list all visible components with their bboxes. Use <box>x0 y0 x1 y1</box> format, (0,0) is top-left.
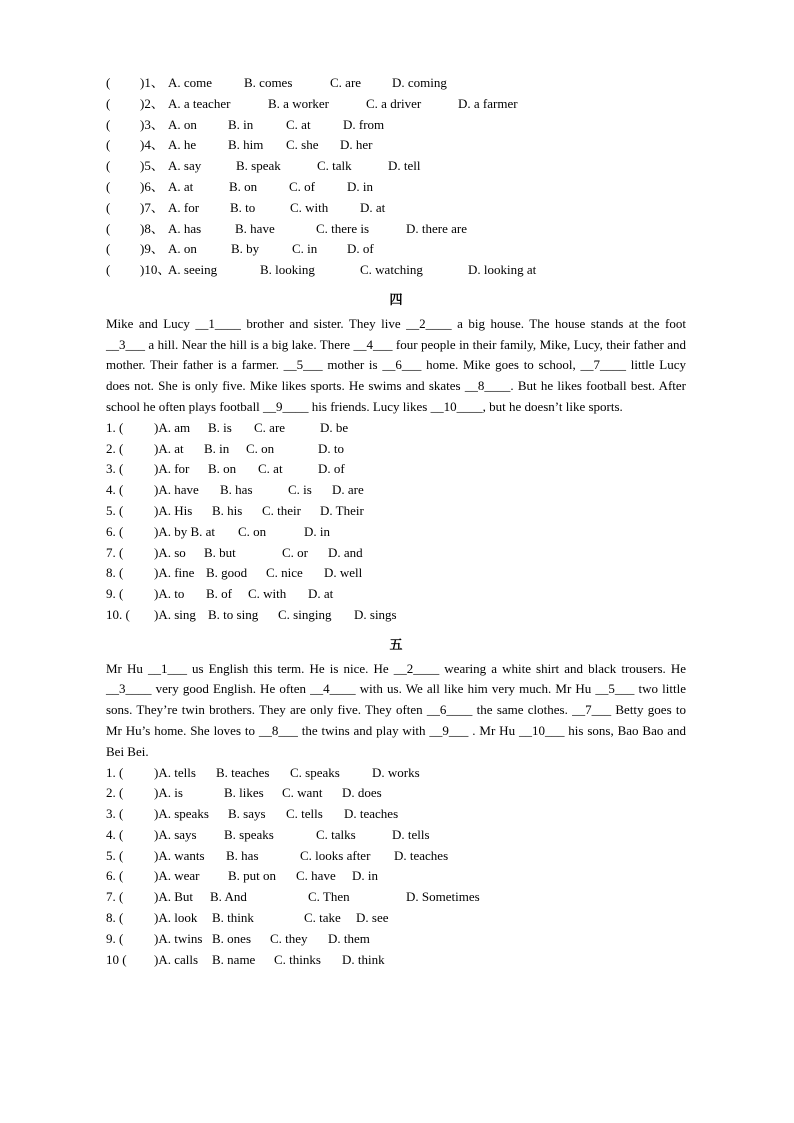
option-b: B. good <box>206 565 248 581</box>
option-c: C. are <box>330 75 362 90</box>
question-number[interactable]: 2. ( <box>106 440 124 456</box>
option-d: D. teaches <box>394 847 449 863</box>
option-a: A. on <box>168 116 197 132</box>
option-b: B. of <box>206 586 232 602</box>
question-number[interactable]: 8. ( <box>106 565 124 581</box>
option-d: D. does <box>342 785 382 801</box>
question-number[interactable]: 7. ( <box>106 889 124 905</box>
option-c: C. take <box>304 910 341 926</box>
option-d: D. them <box>328 930 370 946</box>
option-b: B. put on <box>228 868 277 884</box>
question-number: )10、 <box>140 262 171 278</box>
option-b: B. says <box>228 806 266 822</box>
option-d: D. see <box>356 910 389 926</box>
option-b: B. in <box>204 440 230 456</box>
option-b: C. on <box>238 523 267 539</box>
option-a: )A. fine <box>154 565 195 581</box>
question-number[interactable]: 7. ( <box>106 544 124 560</box>
option-b: B. ones <box>212 930 251 946</box>
option-d: D. in <box>352 868 378 884</box>
option-a: )A. tells <box>154 764 196 780</box>
option-b: B. think <box>212 910 254 926</box>
option-c: C. tells <box>286 806 323 822</box>
option-a: A. has <box>168 220 202 236</box>
question-row <box>106 198 686 219</box>
question-number[interactable]: 6. ( <box>106 523 124 539</box>
question-row <box>106 219 686 240</box>
option-c: C. talks <box>316 826 356 842</box>
option-a: )A. calls <box>154 951 199 967</box>
section-five-passage: Mr Hu __1___ us English this term. He is nice. He __2____ wearing a white shirt and black trousers. He __3____ very good English. He often __4____ with us. We all like him very much. Mr Hu __5___ two little sons. They’re twin brothers. They are only five. They often __6____ the same clothes. __7___ Betty goes to Mr Hu’s home. She loves to __8___ the twins and play with __9___ . Mr Hu __10___ his sons, Bao Bao and Bei Bei. <box>106 660 686 759</box>
option-c: C. of <box>289 178 315 194</box>
question-number: )3、 <box>140 116 164 132</box>
option-c: C. they <box>270 930 308 946</box>
question-row <box>106 501 686 522</box>
question-number[interactable]: 5. ( <box>106 502 124 518</box>
option-a: A. on <box>168 241 197 257</box>
question-number: )4、 <box>140 137 164 153</box>
question-number: )9、 <box>140 241 164 257</box>
option-c: C. there is <box>316 220 370 236</box>
answer-paren[interactable]: ( <box>106 75 111 90</box>
question-number: )7、 <box>140 199 164 215</box>
option-a: )A. twins <box>154 930 203 946</box>
question-row <box>106 522 686 543</box>
option-c: C. nice <box>266 565 303 581</box>
section-one <box>106 73 686 281</box>
option-d: D. think <box>342 951 385 967</box>
section-four-passage: Mike and Lucy __1____ brother and sister. They live __2____ a big house. The house stands at the foot __3___ a hill. Near the hill is a big lake. There __4___ four people in their family, Mike, Lucy, their father and mother. Their father is a farmer. __5___ mother is __6___ home. Mike goes to school, __7____ little Lucy does not. She is only five. Mike likes sports. He swims and skates __8____. But he likes football best. After school he often plays football __9____ his friends. Lucy likes __10____, but he doesn’t like sports. <box>106 315 686 414</box>
option-c: D. in <box>304 523 330 539</box>
option-a: )A. look <box>154 910 198 926</box>
option-c: C. looks after <box>300 847 371 863</box>
answer-paren[interactable]: ( <box>106 178 111 194</box>
worksheet-page <box>106 73 686 970</box>
question-row <box>106 804 686 825</box>
option-b: B. to <box>230 199 256 215</box>
option-b: B. him <box>228 137 264 153</box>
option-d: D. and <box>328 544 363 560</box>
option-a: )A. speaks <box>154 806 209 822</box>
question-row <box>106 543 686 564</box>
option-c: C. with <box>248 586 287 602</box>
option-c: C. with <box>290 199 329 215</box>
option-a: )A. wants <box>154 847 205 863</box>
option-a: A. come <box>168 75 213 90</box>
option-a: )A. sing <box>154 606 196 622</box>
option-b: B. in <box>228 116 254 132</box>
option-d: D. in <box>347 178 373 194</box>
option-d: D. sings <box>354 606 397 622</box>
question-row <box>106 783 686 804</box>
section-four-questions <box>106 418 686 626</box>
option-a: )A. says <box>154 826 197 842</box>
question-row <box>106 825 686 846</box>
question-row <box>106 459 686 480</box>
option-d: D. from <box>343 116 385 132</box>
option-b: B. looking <box>260 262 315 278</box>
question-number[interactable]: 6. ( <box>106 868 124 884</box>
question-number[interactable]: 1. ( <box>106 764 124 780</box>
option-a: )A. is <box>154 785 183 801</box>
answer-paren[interactable]: ( <box>106 158 111 174</box>
question-row <box>106 929 686 950</box>
question-row <box>106 177 686 198</box>
section-five-heading: 五 <box>389 637 403 653</box>
option-c: C. want <box>282 785 323 801</box>
option-c: C. she <box>286 137 319 153</box>
option-a: A. say <box>168 158 202 174</box>
option-a: )A. so <box>154 544 186 560</box>
option-b: B. has <box>226 847 259 863</box>
option-b: B. is <box>208 419 232 435</box>
question-row <box>106 605 686 626</box>
option-d: D. looking at <box>468 262 537 278</box>
option-a: A. a teacher <box>168 95 231 111</box>
option-b: B. by <box>231 241 260 257</box>
option-b: B. a worker <box>268 95 330 111</box>
question-number: )6、 <box>140 178 164 194</box>
question-number[interactable]: 2. ( <box>106 785 124 801</box>
question-row <box>106 73 686 94</box>
question-row <box>106 115 686 136</box>
option-d: D. are <box>332 482 364 498</box>
option-d: D. teaches <box>344 806 399 822</box>
question-row <box>106 866 686 887</box>
option-d: D. at <box>360 199 386 215</box>
option-c: C. their <box>262 502 301 518</box>
option-a: )A. have <box>154 482 199 498</box>
question-row <box>106 584 686 605</box>
question-number[interactable]: 10. ( <box>106 606 130 622</box>
option-b: B. likes <box>224 785 264 801</box>
option-a: )A. by B. at <box>154 523 216 539</box>
option-d: D. at <box>308 586 334 602</box>
option-d: D. Sometimes <box>406 889 480 905</box>
question-row <box>106 763 686 784</box>
question-row <box>106 439 686 460</box>
option-b: B. speak <box>236 158 281 174</box>
section-four-heading: 四 <box>389 292 403 308</box>
answer-paren[interactable]: ( <box>106 220 111 236</box>
question-row <box>106 563 686 584</box>
question-number: )1、 <box>140 75 164 90</box>
option-d: D. well <box>324 565 363 581</box>
option-d: D. coming <box>392 75 447 90</box>
question-row <box>106 94 686 115</box>
question-number[interactable]: 10 ( <box>106 951 127 967</box>
option-d: D. there are <box>406 220 467 236</box>
question-number: )2、 <box>140 95 164 111</box>
question-number: )5、 <box>140 158 164 174</box>
question-row <box>106 156 686 177</box>
option-c: C. or <box>282 544 308 560</box>
question-number[interactable]: 4. ( <box>106 482 124 498</box>
option-c: C. are <box>254 419 286 435</box>
question-number[interactable]: 3. ( <box>106 461 124 477</box>
question-number[interactable]: 9. ( <box>106 586 124 602</box>
answer-paren[interactable]: ( <box>106 199 111 215</box>
option-b: B. has <box>220 482 253 498</box>
option-c: C. a driver <box>366 95 422 111</box>
question-row <box>106 950 686 971</box>
section-five-questions <box>106 763 686 971</box>
option-b: B. have <box>235 220 275 236</box>
option-a: A. seeing <box>168 262 218 278</box>
option-a: )A. His <box>154 502 193 518</box>
question-number[interactable]: 3. ( <box>106 806 124 822</box>
option-c: C. at <box>286 116 311 132</box>
question-number[interactable]: 5. ( <box>106 847 124 863</box>
option-b: B. teaches <box>216 764 270 780</box>
option-d: D. tell <box>388 158 421 174</box>
option-c: C. speaks <box>290 764 340 780</box>
option-b: B. And <box>210 889 247 905</box>
answer-paren[interactable]: ( <box>106 95 111 111</box>
option-b: B. but <box>204 544 236 560</box>
option-d: D. of <box>318 461 345 477</box>
question-row <box>106 846 686 867</box>
option-a: )A. for <box>154 461 190 477</box>
option-b: B. speaks <box>224 826 274 842</box>
option-d: D. of <box>347 241 374 257</box>
option-c: C. is <box>288 482 312 498</box>
option-d: D. to <box>318 440 344 456</box>
option-c: C. thinks <box>274 951 321 967</box>
option-a: )A. to <box>154 586 185 602</box>
option-c: C. talk <box>317 158 352 174</box>
option-d: D. works <box>372 764 420 780</box>
question-row <box>106 887 686 908</box>
question-row <box>106 239 686 260</box>
question-number[interactable]: 9. ( <box>106 930 124 946</box>
answer-paren[interactable]: ( <box>106 137 111 153</box>
question-number[interactable]: 1. ( <box>106 419 124 435</box>
option-a: A. for <box>168 199 200 215</box>
option-b: B. comes <box>244 75 293 90</box>
option-c: C. Then <box>308 889 350 905</box>
question-row <box>106 260 686 281</box>
option-b: B. on <box>208 461 237 477</box>
option-c: C. have <box>296 868 336 884</box>
question-row <box>106 418 686 439</box>
option-d: D. Their <box>320 502 364 518</box>
question-number: )8、 <box>140 220 164 236</box>
answer-paren[interactable]: ( <box>106 241 111 257</box>
option-d: D. a farmer <box>458 95 518 111</box>
option-b: B. to sing <box>208 606 259 622</box>
option-b: B. name <box>212 951 256 967</box>
question-row <box>106 908 686 929</box>
question-row <box>106 480 686 501</box>
question-number[interactable]: 4. ( <box>106 826 124 842</box>
question-number[interactable]: 8. ( <box>106 910 124 926</box>
answer-paren[interactable]: ( <box>106 116 111 132</box>
option-b: B. on <box>229 178 258 194</box>
option-d: D. her <box>340 137 373 153</box>
option-d: D. tells <box>392 826 430 842</box>
option-a: A. at <box>168 178 194 194</box>
option-c: C. at <box>258 461 283 477</box>
option-a: A. he <box>168 137 197 153</box>
option-a: )A. But <box>154 889 193 905</box>
question-row <box>106 135 686 156</box>
answer-paren[interactable]: ( <box>106 262 111 278</box>
option-c: C. in <box>292 241 318 257</box>
option-c: C. on <box>246 440 275 456</box>
option-c: C. singing <box>278 606 332 622</box>
option-d: D. be <box>320 419 349 435</box>
option-b: B. his <box>212 502 243 518</box>
option-a: )A. wear <box>154 868 200 884</box>
option-c: C. watching <box>360 262 423 278</box>
option-a: )A. at <box>154 440 184 456</box>
option-a: )A. am <box>154 419 191 435</box>
